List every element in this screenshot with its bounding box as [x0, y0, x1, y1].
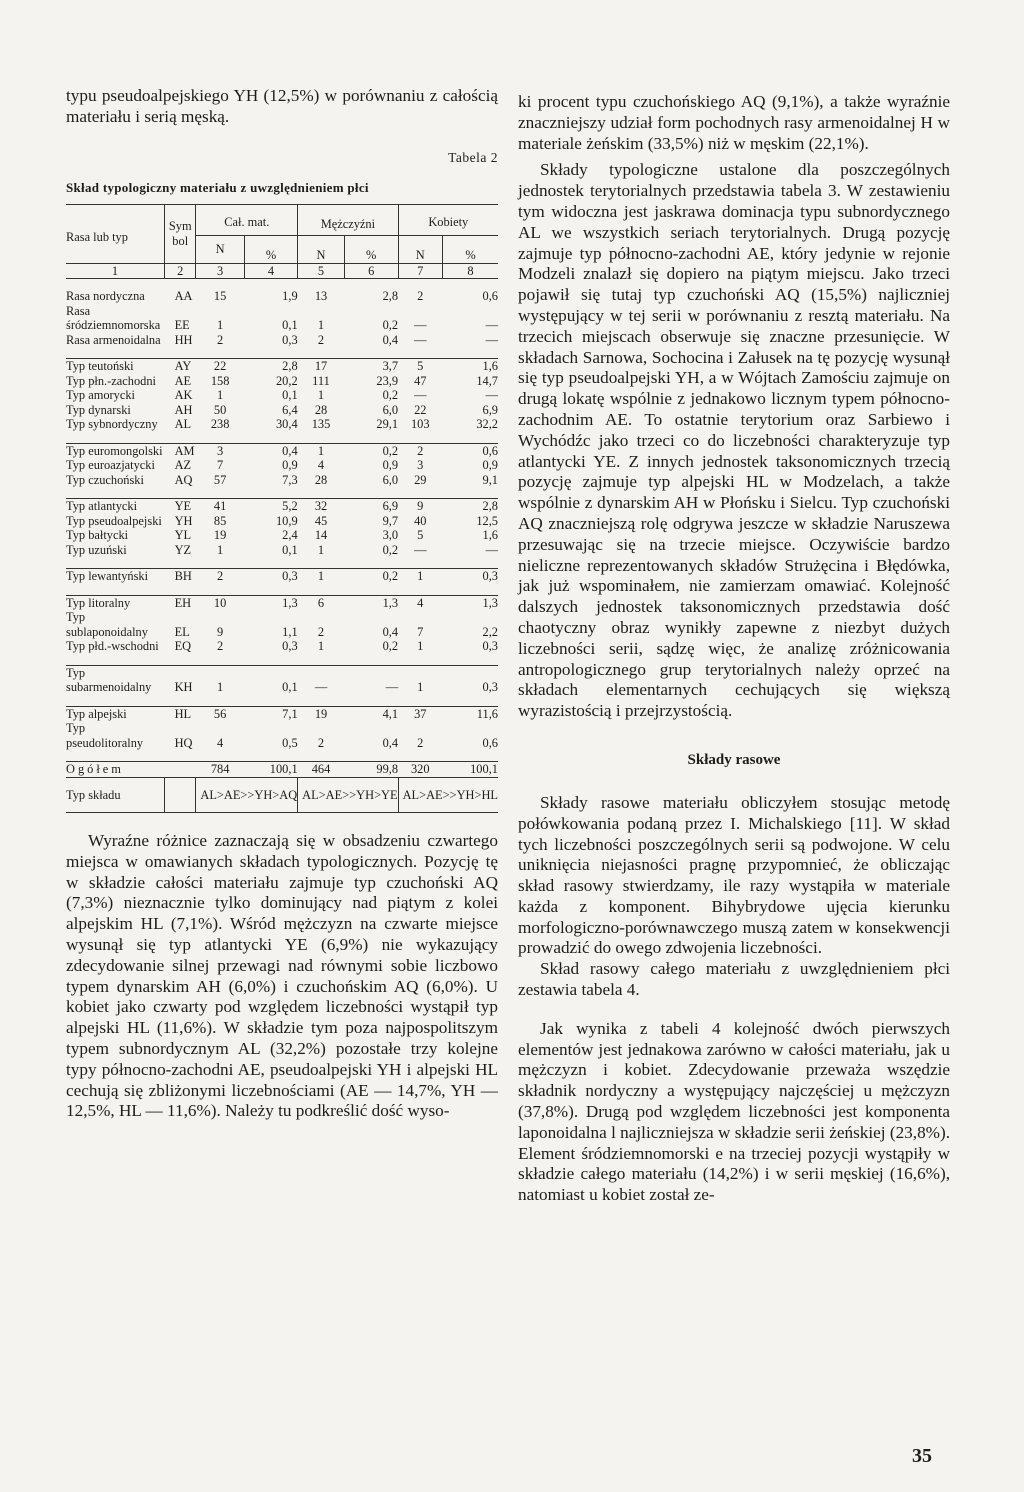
table-row: [66, 374, 498, 389]
row-n-women: 3: [417, 458, 424, 473]
row-pct-men: 0,2: [382, 542, 399, 557]
right-paragraph-5: Jak wynika z tabeli 4 kolejność dwóch pierwszych elementów jest jednakowa zarówno w całości materiału, jak u mężczyzn i kobiet. Zdecydowanie przeważa wszędzie składnik nordyczny a występujący najczęściej u mężczyzn (37,8%). Drugą pod względem liczebności jest komponenta laponoidalna l najliczniejsza w składzie serii żeńskiej (23,8%). Element śródziemnomorski e na trzeciej pozycji wystąpiły w składzie całego materiału (14,2%) i w serii męskiej (16,6%), natomiast u kobiet został ze-: [518, 1018, 950, 1205]
row-pct-cal: 0,1: [282, 318, 298, 333]
row-pct-women: 0,3: [482, 680, 498, 695]
row-name: Typ atlantycki: [66, 499, 138, 514]
row-pct-cal: 2,4: [282, 528, 298, 543]
row-n-men: 28: [314, 472, 328, 487]
row-pct-women: 0,6: [482, 443, 498, 458]
row-pct-women: 2,8: [482, 499, 498, 514]
row-pct-men: 4,1: [382, 706, 399, 721]
row-pct-women: —: [485, 388, 498, 403]
table-row: [66, 443, 498, 458]
row-n-cal: 19: [213, 528, 227, 543]
row-n-cal: 22: [213, 359, 227, 374]
group-spacer: [66, 279, 498, 290]
row-pct-women: 0,9: [482, 458, 498, 473]
col-number: 7: [398, 263, 442, 279]
intro-paragraph: typu pseudoalpejskiego YH (12,5%) w porównaniu z całością materiału i serią męską.: [66, 86, 498, 126]
table-row: [66, 333, 498, 348]
total-label: Ogółem: [66, 762, 165, 778]
group-separator: [66, 347, 498, 359]
row-symbol: AA: [174, 289, 193, 304]
group-separator: [66, 750, 498, 762]
col-number: 2: [165, 263, 196, 279]
group-separator: [66, 557, 498, 569]
row-pct-women: 12,5: [476, 513, 498, 528]
typology-table: [66, 204, 498, 814]
row-pct-women: 6,9: [482, 402, 498, 417]
row-pct-cal: 0,1: [282, 388, 298, 403]
row-n-women: 5: [417, 359, 424, 374]
header-n-men: N: [298, 236, 345, 264]
row-symbol: AH: [174, 402, 193, 417]
row-name: Typ pseudolitoralny: [66, 721, 144, 750]
row-n-women: 40: [414, 513, 427, 528]
row-n-cal: 1: [217, 318, 224, 333]
row-pct-cal: 0,9: [282, 458, 298, 473]
row-pct-cal: 10,9: [275, 513, 298, 528]
row-pct-women: 0,6: [482, 289, 498, 304]
row-n-men: 2: [317, 332, 325, 347]
row-pct-men: 1,3: [382, 595, 399, 610]
row-n-cal: 7: [217, 458, 224, 473]
row-pct-women: 1,3: [482, 595, 498, 610]
row-pct-women: 1,6: [482, 528, 498, 543]
row-pct-cal: 1,9: [282, 289, 298, 304]
row-name: Typ teutoński: [66, 359, 134, 374]
row-pct-cal: 5,2: [282, 499, 298, 514]
row-n-men: 1: [317, 542, 325, 557]
row-name: Typ subarmenoidalny: [66, 665, 152, 695]
row-pct-cal: 0,3: [282, 569, 298, 584]
row-pct-women: 0,3: [482, 569, 498, 584]
composition-men: AL>AE>>YH>YE: [298, 777, 398, 813]
row-symbol: HQ: [174, 735, 193, 750]
row-n-women: —: [414, 388, 427, 403]
row-pct-men: 6,0: [382, 472, 399, 487]
row-symbol: YL: [174, 528, 192, 543]
row-n-men: 2: [317, 735, 325, 750]
row-pct-men: 23,9: [376, 373, 399, 388]
table-row: [66, 706, 498, 721]
table-row: [66, 543, 498, 558]
row-name: Typ bałtycki: [66, 528, 129, 543]
row-pct-men: 0,2: [382, 388, 399, 403]
row-n-women: 29: [414, 472, 427, 487]
row-n-cal: 1: [217, 542, 224, 557]
row-n-women: 1: [417, 680, 424, 695]
row-n-women: —: [414, 332, 427, 347]
row-symbol: HL: [174, 706, 192, 721]
table-row: [66, 417, 498, 432]
body-paragraph: Wyraźne różnice zaznaczają się w obsadzeniu czwartego miejsca w omawianych składach typologicznych. Pozycję tę w składzie całości materiału zajmuje typ czuchoński AQ (7,3%) nieznacznie tylko dominujący nad piątym z kolei alpejskim HL (7,1%). Wśród mężczyzn na czwarte miejsce wysunął się typ atlantycki YE (6,9%) nie wykazujący zdecydowanie silnej przewagi nad równymi sobie liczbowo typem dynarskim AH (6,0%) i czuchońskim AQ (6,0%). U kobiet jako czwarty pod względem liczebności wystąpił typ alpejski HL (11,6%). W składzie tym poza najpospolitszym typem subnordycznym AL (32,2%) pozostałe trzy kolejne typy północno-zachodni AE, pseudoalpejski YH i alpejski HL cechują się zbliżonymi liczebnościami (AE — 14,7%, YH — 12,5%, HL — 11,6%). Należy tu podkreślić dość wyso-: [66, 831, 498, 1121]
row-pct-men: 0,2: [382, 443, 399, 458]
row-pct-men: 0,2: [382, 569, 399, 584]
row-symbol: EE: [174, 318, 190, 333]
row-symbol: YE: [174, 499, 192, 514]
header-pct-women: %: [442, 236, 498, 264]
row-n-men: 1: [317, 388, 325, 403]
group-separator: [66, 584, 498, 596]
row-name: Typ płd.-wschodni: [66, 639, 159, 654]
header-pct-men: %: [344, 236, 398, 264]
row-pct-cal: 20,2: [275, 373, 298, 388]
row-symbol: HH: [174, 332, 193, 347]
composition-cal: AL>AE>>YH>AQ: [196, 777, 298, 813]
row-n-women: 5: [417, 528, 424, 543]
total-pct-cal: 100,1: [244, 762, 297, 778]
row-n-cal: 2: [217, 569, 224, 584]
row-pct-men: 2,8: [382, 289, 399, 304]
row-n-women: —: [414, 542, 427, 557]
row-n-cal: 158: [210, 373, 230, 388]
left-column: [66, 86, 498, 1122]
group-separator: [66, 654, 498, 666]
row-name: Rasa armenoidalna: [66, 332, 161, 347]
table-row: [66, 639, 498, 654]
col-number: 8: [442, 263, 498, 279]
row-pct-women: 0,3: [482, 639, 498, 654]
page-number: 35: [912, 1445, 932, 1467]
row-pct-men: 0,4: [382, 735, 399, 750]
row-n-men: —: [314, 680, 328, 695]
total-n-cal: 784: [196, 762, 244, 778]
row-n-men: 111: [312, 373, 330, 388]
row-pct-cal: 0,5: [282, 735, 298, 750]
header-cal: Cał. mat.: [196, 204, 298, 236]
row-n-men: 135: [311, 417, 331, 432]
header-pct-cal: %: [244, 236, 297, 264]
right-paragraph-1: ki procent typu czuchońskiego AQ (9,1%), a także wyraźnie znaczniejszy udział form pochodnych rasy armenoidalnej H w materiale żeńskim (33,5%) niż w męskim (22,1%).: [518, 92, 950, 153]
row-pct-men: 6,9: [382, 499, 399, 514]
row-name: Typ sublaponoidalny: [66, 610, 148, 639]
group-separator: [66, 487, 498, 499]
row-pct-women: 2,2: [482, 624, 498, 639]
row-n-men: 17: [314, 359, 328, 374]
row-pct-women: —: [485, 318, 498, 333]
row-n-cal: 1: [217, 680, 224, 695]
row-pct-men: 3,0: [382, 528, 399, 543]
table-row: [66, 473, 498, 488]
row-name: Typ dynarski: [66, 402, 131, 417]
row-name: Rasa śródziemnomorska: [66, 303, 161, 333]
row-name: Typ euroazjatycki: [66, 458, 155, 473]
col-number: 1: [66, 263, 165, 279]
row-n-women: 47: [414, 373, 427, 388]
row-n-women: 22: [414, 402, 427, 417]
header-n-women: N: [398, 236, 442, 264]
row-symbol: AK: [174, 388, 193, 403]
row-name: Typ alpejski: [66, 706, 127, 721]
row-symbol: AM: [174, 443, 195, 458]
row-pct-cal: 6,4: [282, 402, 298, 417]
row-pct-women: 32,2: [476, 417, 498, 432]
table-row: [66, 359, 498, 374]
row-pct-women: —: [485, 542, 498, 557]
table-body: [66, 279, 498, 762]
row-pct-men: 29,1: [376, 417, 399, 432]
row-name: Rasa nordyczna: [66, 289, 145, 304]
right-paragraph-3: Składy rasowe materiału obliczyłem stosując metodę połówkowania podaną przez I. Michalskiego [11]. W skład tych liczebności poszczególnych serii są podwojone. W celu uniknięcia niejasności pragnę przypomnieć, że obliczając skład rasowy stwierdzamy, ile razy wystąpiła w materiale każda z komponent. Bihybrydowe ujęcia kierunku morfologiczno-porównawczego muszą zatem w konsekwencji prowadzić do owego zdwojenia liczebności.: [518, 792, 950, 958]
row-pct-women: 11,6: [476, 706, 498, 721]
row-n-cal: 85: [213, 513, 227, 528]
header-n-cal: N: [196, 236, 244, 264]
row-n-cal: 57: [213, 472, 227, 487]
row-pct-cal: 30,4: [275, 417, 298, 432]
row-name: Typ płn.-zachodni: [66, 373, 156, 388]
row-pct-men: 3,7: [382, 359, 399, 374]
total-row: [66, 762, 498, 778]
col-number: 4: [244, 263, 297, 279]
row-n-women: 2: [417, 735, 424, 750]
row-n-cal: 3: [217, 443, 224, 458]
row-symbol: AZ: [174, 458, 192, 473]
row-pct-women: 0,6: [482, 735, 498, 750]
row-pct-cal: 0,1: [282, 542, 298, 557]
row-pct-women: —: [485, 332, 498, 347]
row-n-men: 1: [317, 639, 325, 654]
row-name: Typ amorycki: [66, 388, 135, 403]
table-row: [66, 595, 498, 610]
row-pct-men: 6,0: [382, 402, 399, 417]
row-n-women: 37: [414, 706, 427, 721]
row-n-women: 1: [417, 569, 424, 584]
row-pct-cal: 7,1: [282, 706, 298, 721]
row-pct-cal: 0,4: [282, 443, 298, 458]
row-n-cal: 41: [213, 499, 227, 514]
row-pct-men: 0,9: [382, 458, 399, 473]
table-row: [66, 665, 498, 695]
row-pct-women: 1,6: [482, 359, 498, 374]
header-rasa: Rasa lub typ: [66, 204, 165, 263]
row-n-women: 2: [417, 289, 424, 304]
row-symbol: BH: [174, 569, 192, 584]
row-pct-men: —: [385, 680, 399, 695]
row-name: Typ lewantyński: [66, 569, 149, 584]
row-pct-cal: 1,3: [282, 595, 298, 610]
table-row: [66, 388, 498, 403]
right-paragraph-2: Składy typologiczne ustalone dla poszczególnych jednostek terytorialnych przedstawia tabela 3. W zestawieniu tym widoczna jest jaskrawa dominacja typu subnordycznego AL we wszystkich seriach terytorialnych. Drugą pozycję zajmuje typ północno-zachodni AE, który jedynie w rejonie Modzeli znalazł się dopiero na piątym miejscu. Jako trzeci pojawił się tutaj typ czuchoński AQ (15,5%) najliczniej występujący w tej serii w porównaniu z resztą materiału. Na trzecich miejscach obserwuje się znaczne przesunięcie. W składach Sarnowa, Sochocina i Załusek na tę pozycję wysunął się typ pseudoalpejski YH, a w Wójtach Zamościu zajmuje on drugą lokatę wspólnie z jednakowo licznym typem północno-zachodnim AE. To ostatnie terytorium oraz Sarbiewo i Wychódźc jako trzeci co do liczebności charakteryzuje typ atlantycki YE. Z innych jednostek taksonomicznych trzecią pozycję zajmuje typ alpejski HL w Modzelach, a także wspólnie z dynarskim AH w Płońsku i Sielcu. Typ czuchoński AQ znaczniejszą rolę odgrywa jeszcze w składzie Naruszewa przesuwając się na trzecie miejsce. Oczywiście bardzo nieliczne reprezentowanych składów Strużęcina i Błędówka, jak już wspominałem, nie zamierzam omawiać. Kolejność dalszych jednostek taksonomicznych przedstawia dość chaotyczny obraz wynikły zapewne z niezbyt dużych liczebności serii, sądzę więc, że analizę zróżnicowania antropologicznego grup terytorialnych należy oprzeć na składach elementarnych cechujących się większą wyrazistością i przejrzystością.: [518, 160, 950, 721]
row-pct-cal: 7,3: [282, 472, 298, 487]
row-n-men: 14: [314, 528, 328, 543]
row-n-men: 13: [314, 289, 328, 304]
total-pct-women: 100,1: [442, 762, 498, 778]
table-row: [66, 458, 498, 473]
row-pct-cal: 0,3: [282, 332, 298, 347]
row-symbol: EL: [174, 624, 190, 639]
row-n-cal: 2: [217, 639, 224, 654]
row-n-men: 1: [317, 569, 325, 584]
row-n-women: 9: [417, 499, 424, 514]
row-pct-men: 0,2: [382, 318, 399, 333]
total-n-men: 464: [298, 762, 345, 778]
row-n-cal: 50: [213, 402, 227, 417]
group-separator: [66, 695, 498, 707]
row-symbol: KH: [174, 680, 193, 695]
row-n-men: 1: [317, 318, 325, 333]
row-n-cal: 4: [217, 735, 224, 750]
row-pct-cal: 1,1: [282, 624, 298, 639]
group-separator: [66, 432, 498, 444]
row-n-cal: 15: [213, 289, 227, 304]
row-n-women: —: [414, 318, 427, 333]
row-name: Typ litoralny: [66, 595, 131, 610]
row-name: Typ czuchoński: [66, 472, 144, 487]
row-pct-men: 0,4: [382, 332, 399, 347]
total-n-women: 320: [398, 762, 442, 778]
composition-women: AL>AE>>YH>HL: [398, 777, 498, 813]
row-n-men: 28: [314, 402, 328, 417]
row-pct-women: 9,1: [482, 472, 498, 487]
row-symbol: AQ: [174, 472, 193, 487]
row-symbol: EH: [174, 595, 192, 610]
row-symbol: AY: [174, 359, 192, 374]
row-n-men: 2: [317, 624, 325, 639]
row-name: Typ uzuński: [66, 542, 127, 557]
table-row: [66, 304, 498, 333]
row-symbol: AL: [174, 417, 192, 432]
row-n-cal: 238: [210, 417, 230, 432]
table-label: Tabela 2: [448, 149, 498, 165]
table-row: [66, 528, 498, 543]
row-symbol: AE: [174, 373, 192, 388]
row-pct-cal: 0,3: [282, 639, 298, 654]
row-symbol: YZ: [174, 542, 192, 557]
row-name: Typ euromongolski: [66, 443, 163, 458]
table-row: [66, 514, 498, 529]
header-men: Mężczyźni: [298, 204, 398, 236]
row-pct-men: 0,4: [382, 624, 399, 639]
right-column: [518, 92, 950, 1206]
row-pct-women: 14,7: [476, 373, 498, 388]
header-women: Kobiety: [398, 204, 498, 236]
row-n-cal: 2: [217, 332, 224, 347]
row-n-women: 4: [417, 595, 424, 610]
table-row: [66, 569, 498, 584]
col-number: 6: [344, 263, 398, 279]
row-n-cal: 56: [213, 706, 227, 721]
row-n-women: 1: [417, 639, 424, 654]
table-row: [66, 403, 498, 418]
row-n-cal: 9: [217, 624, 224, 639]
header-sym: Sym bol: [165, 204, 196, 263]
table-row: [66, 610, 498, 639]
row-n-men: 1: [317, 443, 325, 458]
row-n-men: 4: [317, 458, 325, 473]
table-caption: Skład typologiczny materiału z uwzględnieniem płci: [66, 179, 369, 195]
row-n-cal: 10: [213, 595, 227, 610]
row-n-men: 6: [317, 595, 325, 610]
table-row: [66, 289, 498, 304]
row-n-women: 103: [410, 417, 430, 432]
col-number: 3: [196, 263, 244, 279]
row-n-women: 2: [417, 443, 424, 458]
row-n-cal: 1: [217, 388, 224, 403]
composition-label: Typ składu: [66, 777, 165, 813]
total-pct-men: 99,8: [344, 762, 398, 778]
row-name: Typ pseudoalpejski: [66, 513, 162, 528]
section-title: Składy rasowe: [687, 751, 781, 768]
row-n-men: 32: [314, 499, 328, 514]
row-name: Typ sybnordyczny: [66, 417, 158, 432]
row-n-men: 45: [314, 513, 328, 528]
col-number: 5: [298, 263, 345, 279]
row-pct-men: 0,2: [382, 639, 399, 654]
table-row: [66, 721, 498, 750]
row-n-women: 7: [417, 624, 424, 639]
row-n-men: 19: [314, 706, 328, 721]
row-symbol: YH: [174, 513, 193, 528]
right-paragraph-4: Skład rasowy całego materiału z uwzględnieniem płci zestawia tabela 4.: [518, 959, 950, 1000]
row-pct-cal: 0,1: [282, 680, 298, 695]
table-row: [66, 499, 498, 514]
row-pct-cal: 2,8: [282, 359, 298, 374]
row-pct-men: 9,7: [382, 513, 399, 528]
composition-row: [66, 777, 498, 813]
row-symbol: EQ: [174, 639, 192, 654]
